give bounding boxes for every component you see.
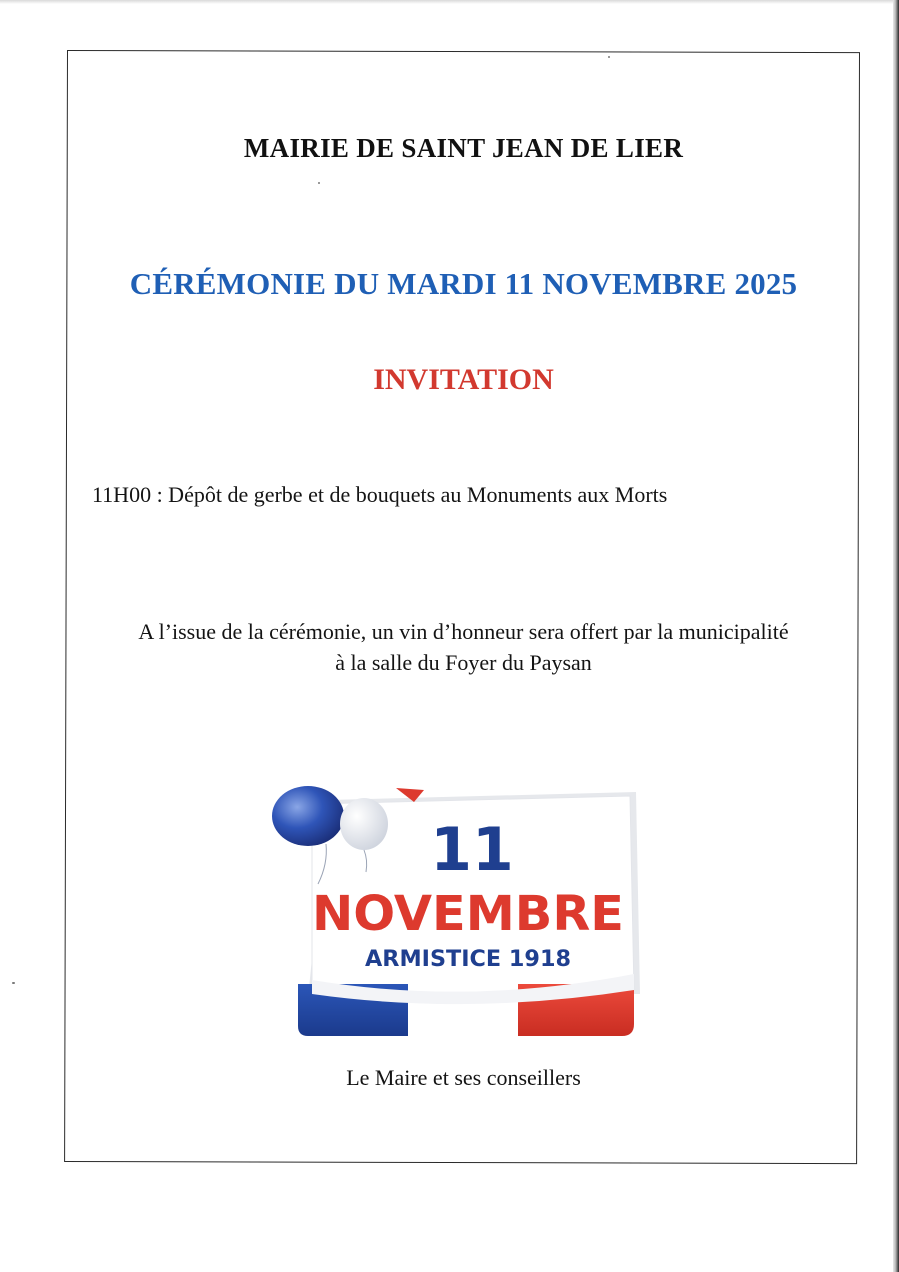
armistice-emblem xyxy=(268,784,648,1046)
blue-balloon xyxy=(272,786,344,846)
scan-top-edge xyxy=(0,0,899,4)
scan-speck xyxy=(608,56,610,58)
scan-right-edge xyxy=(893,0,899,1272)
scan-speck xyxy=(12,982,15,984)
program-line: 11H00 : Dépôt de gerbe et de bouquets au Monuments aux Morts xyxy=(92,482,668,507)
white-balloon xyxy=(340,798,388,850)
reception-line-1: A l’issue de la cérémonie, un vin d’honneur sera offert par la municipalité xyxy=(138,619,789,644)
emblem-day: 11 xyxy=(430,815,514,885)
reception-line-2: à la salle du Foyer du Paysan xyxy=(335,650,592,675)
ceremony-title: CÉRÉMONIE DU MARDI 11 NOVEMBRE 2025 xyxy=(129,266,798,301)
emblem-caption: ARMISTICE 1918 xyxy=(365,947,571,972)
signature-text: Le Maire et ses conseillers xyxy=(346,1065,581,1090)
reception-text xyxy=(67,616,860,678)
invitation-subtitle: INVITATION xyxy=(373,363,554,396)
mairie-heading: MAIRIE DE SAINT JEAN DE LIER xyxy=(243,133,684,163)
scan-speck xyxy=(318,182,320,184)
emblem-month: NOVEMBRE xyxy=(312,886,624,942)
